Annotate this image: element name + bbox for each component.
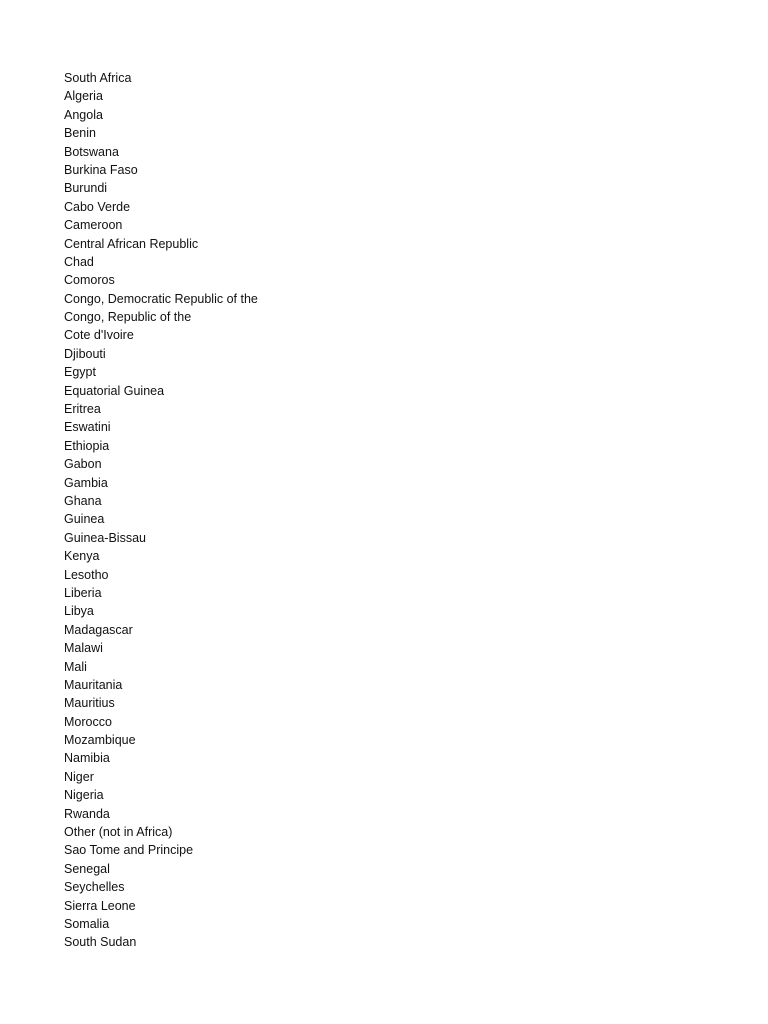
list-item: Chad <box>64 254 94 269</box>
list-item: Rwanda <box>64 806 110 821</box>
list-item: Ghana <box>64 493 102 508</box>
list-item: Gabon <box>64 457 102 472</box>
list-item: Madagascar <box>64 622 133 637</box>
list-item: Algeria <box>64 89 103 104</box>
list-item: Equatorial Guinea <box>64 383 165 398</box>
list-item: Eritrea <box>64 402 101 417</box>
list-item: Cabo Verde <box>64 199 131 214</box>
list-item: Burkina Faso <box>64 162 138 177</box>
list-item: Benin <box>64 126 96 141</box>
list-item: Botswana <box>64 144 119 159</box>
list-item: Ethiopia <box>64 438 110 453</box>
country-list <box>64 69 258 952</box>
list-item: Eswatini <box>64 420 111 435</box>
list-item: Guinea <box>64 512 105 527</box>
list-item: Malawi <box>64 641 103 656</box>
list-item: Central African Republic <box>64 236 199 251</box>
list-item: Namibia <box>64 751 110 766</box>
list-item: Guinea-Bissau <box>64 530 146 545</box>
list-item: Egypt <box>64 365 96 380</box>
list-item: Somalia <box>64 916 110 931</box>
list-item: Gambia <box>64 475 108 490</box>
list-item: Libya <box>64 604 94 619</box>
list-item: Other (not in Africa) <box>64 825 173 840</box>
list-item: Congo, Republic of the <box>64 310 192 325</box>
list-item: Djibouti <box>64 346 106 361</box>
list-item: Sao Tome and Principe <box>64 843 194 858</box>
list-item: Mauritania <box>64 677 123 692</box>
list-item: Cote d'Ivoire <box>64 328 134 343</box>
list-item: Mauritius <box>64 696 115 711</box>
list-item: Niger <box>64 769 94 784</box>
list-item: Senegal <box>64 861 110 876</box>
list-item: Mali <box>64 659 87 674</box>
list-item: Kenya <box>64 549 100 564</box>
list-item: Lesotho <box>64 567 109 582</box>
list-item: Sierra Leone <box>64 898 136 913</box>
list-item: Seychelles <box>64 880 125 895</box>
list-item: Nigeria <box>64 788 104 803</box>
list-item: Liberia <box>64 585 102 600</box>
list-item: Burundi <box>64 181 108 196</box>
list-item: South Sudan <box>64 935 137 950</box>
list-item: Congo, Democratic Republic of the <box>64 291 258 306</box>
list-item: Mozambique <box>64 733 136 748</box>
list-item: Morocco <box>64 714 112 729</box>
list-item: Comoros <box>64 273 115 288</box>
list-item: Cameroon <box>64 218 123 233</box>
list-item: Angola <box>64 107 103 122</box>
list-item: South Africa <box>64 71 132 85</box>
